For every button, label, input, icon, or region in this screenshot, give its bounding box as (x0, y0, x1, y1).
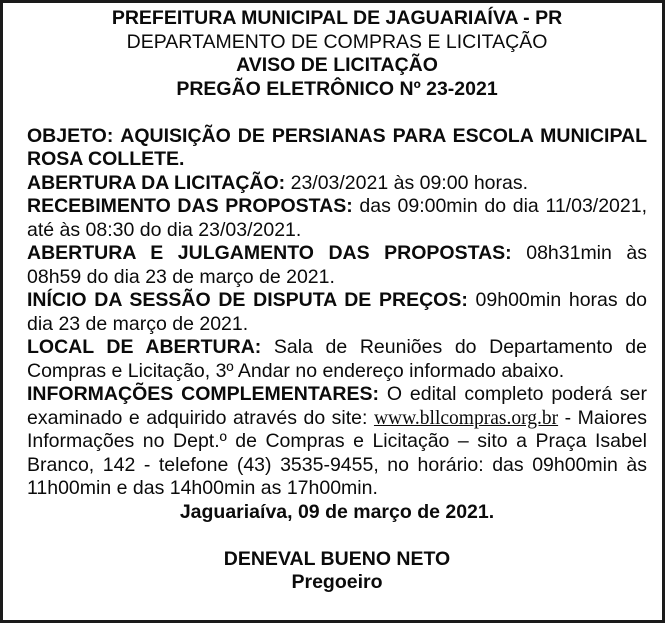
paragraph-abertura-julgamento (27, 242, 647, 289)
objeto-text: AQUISIÇÃO DE PERSIANAS PARA ESCOLA MUNICIPAL ROSA COLLETE. (27, 124, 647, 170)
abertura-licitacao-text: 23/03/2021 às 09:00 horas. (290, 171, 529, 194)
informacoes-text-before-link: O edital completo poderá ser examinado e adquirido através do site: (27, 383, 647, 429)
paragraph-informacoes-complementares (27, 383, 647, 501)
paragraph-recebimento-propostas (27, 195, 647, 242)
paragraph-objeto (27, 125, 647, 172)
header-entity: PREFEITURA MUNICIPAL DE JAGUARIAÍVA - PR (111, 7, 563, 29)
recebimento-propostas-label: RECEBIMENTO DAS PROPOSTAS: (27, 195, 353, 217)
paragraph-abertura-licitacao (27, 172, 647, 196)
inicio-disputa-text: 09h00min horas do dia 23 de março de 2021. (27, 289, 648, 335)
blank-line (27, 101, 647, 125)
objeto-label: OBJETO: (27, 124, 114, 147)
signature-name: DENEVAL BUENO NETO (223, 547, 451, 570)
paragraph-inicio-disputa (27, 289, 647, 336)
blank-line (27, 524, 647, 548)
header-auction-number: PREGÃO ELETRÔNICO Nº 23-2021 (176, 77, 498, 100)
abertura-licitacao-label: ABERTURA DA LICITAÇÃO: (27, 171, 286, 194)
informacoes-text-after-link: - Maiores Informações no Dept.º de Compras e Licitação – sito a Praça Isabel Branco, 142 - telefone (43) 3535-9455, no horário: das 09h00min às 11h00min e das 14h00min as 17h00min. (27, 406, 647, 499)
signature-role: Pregoeiro (291, 571, 383, 593)
abertura-julgamento-text: 08h31min às 08h59 do dia 23 de março de 2021. (27, 242, 647, 288)
recebimento-propostas-text: das 09:00min do dia 11/03/2021, até às 08:30 do dia 23/03/2021. (27, 195, 648, 241)
header-notice-type: AVISO DE LICITAÇÃO (236, 54, 438, 76)
local-abertura-label: LOCAL DE ABERTURA: (27, 336, 262, 358)
abertura-julgamento-label: ABERTURA E JULGAMENTO DAS PROPOSTAS: (27, 242, 512, 264)
date-line: Jaguariaíva, 09 de março de 2021. (179, 500, 495, 523)
local-abertura-text: Sala de Reuniões do Departamento de Compras e Licitação, 3º Andar no endereço informado abaixo. (27, 336, 647, 382)
header-department: DEPARTAMENTO DE COMPRAS E LICITAÇÃO (126, 30, 548, 53)
bllcompras-site-link[interactable]: www.bllcompras.org.br (373, 407, 559, 429)
inicio-disputa-label: INÍCIO DA SESSÃO DE DISPUTA DE PREÇOS: (27, 289, 468, 311)
informacoes-label: INFORMAÇÕES COMPLEMENTARES: (27, 383, 379, 405)
paragraph-local-abertura (27, 336, 647, 383)
